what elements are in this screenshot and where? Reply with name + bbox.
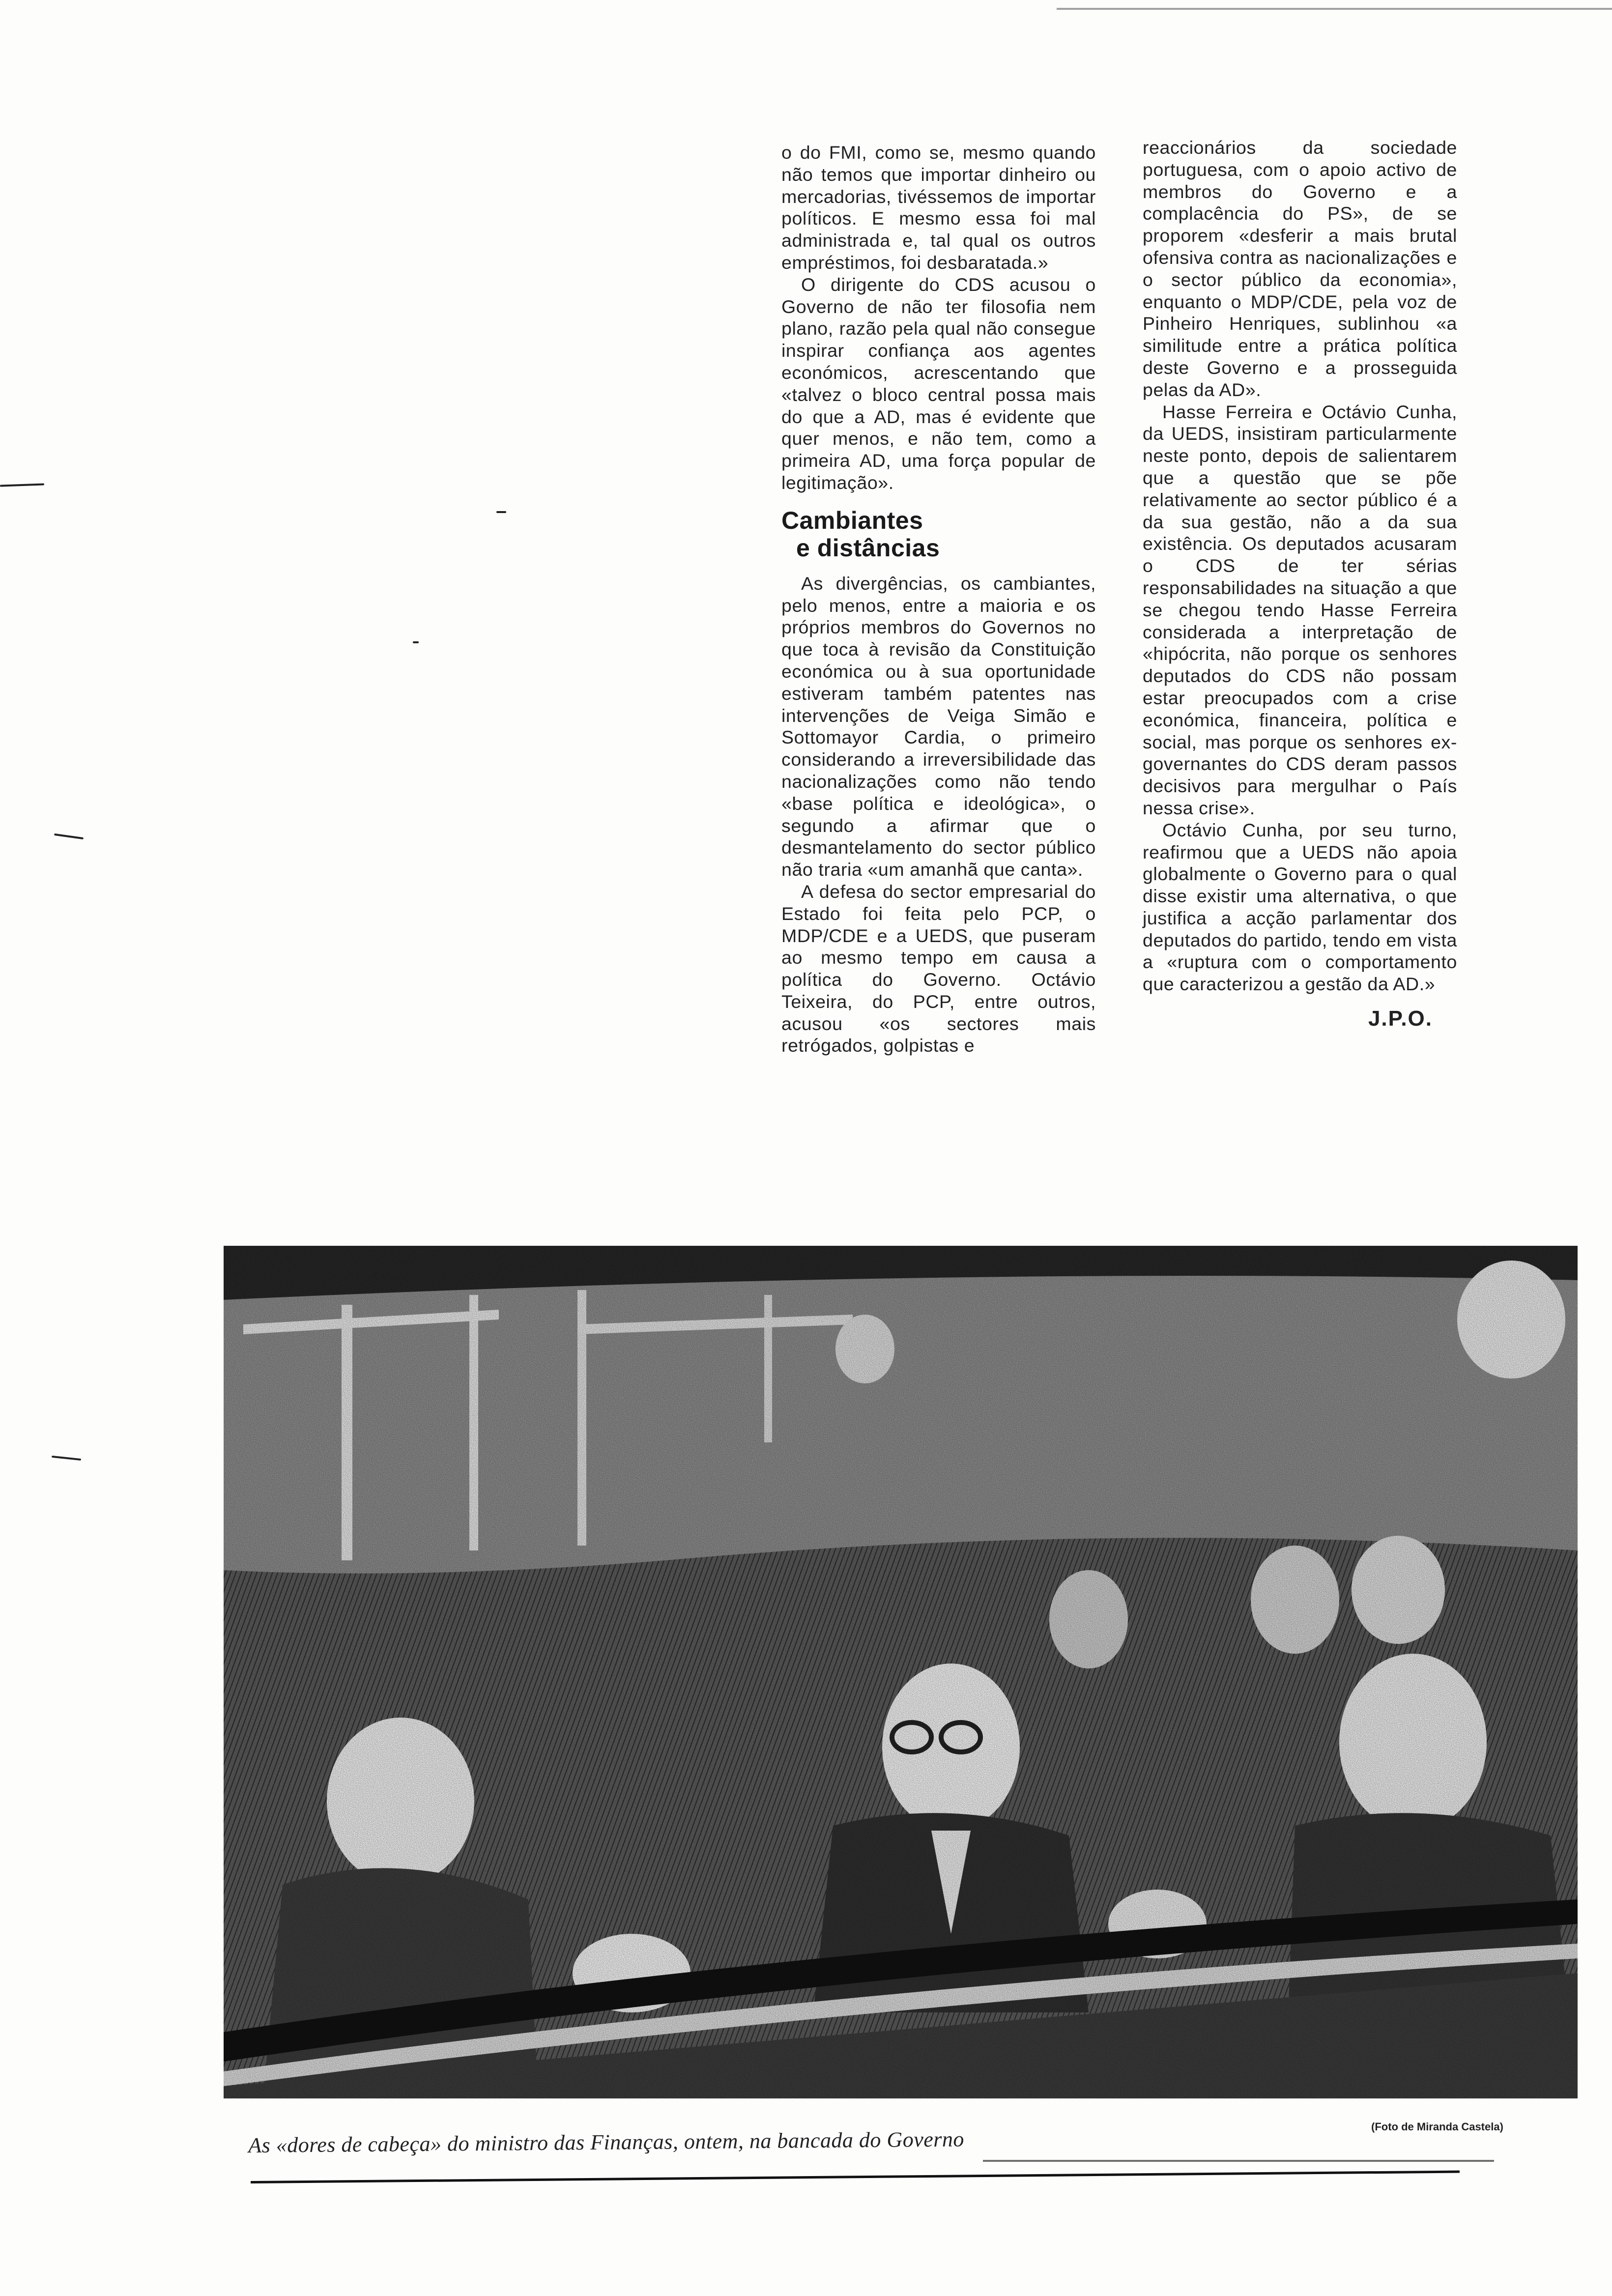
article-paragraph: Hasse Ferreira e Octávio Cunha, da UEDS, insistiram particularmente neste ponto, depois de salientarem que a questão que se põe relativamente ao sector público é a da sua gestão, não a da sua existência. Os deputados acusaram o CDS de ter sérias responsabilidades na situação a que se chegou tendo Hasse Ferreira considerada a interpretação de «hipócrita, não porque os senhores deputados do CDS não possam estar preocupados com a crise económica, financeira, política e social, mas porque os senhores ex-governantes do CDS deram passos decisivos para mergulhar o País nessa crise». [1143, 401, 1457, 818]
article-paragraph: As divergências, os cambiantes, pelo menos, entre a maioria e os próprios membros do Governos no que toca à revisão da Constituição económica ou à sua oportunidade estiveram também patentes nas intervenções de Veiga Simão e Sottomayor Cardia, o primeiro considerando a irreversibilidade das nacionalizações como não tendo «base política e ideológica», o segundo a afirmar que o desmantelamento do sector público não traria «um amanhã que canta». [781, 573, 1096, 880]
scan-artifact-mark [496, 511, 506, 513]
article-column-2 [1143, 137, 1457, 1030]
scan-artifact-mark [0, 483, 44, 487]
author-signature: J.P.O. [1368, 1006, 1433, 1031]
news-photo-graphic [224, 1246, 1578, 2098]
article-column-1 [781, 142, 1096, 1057]
article-paragraph: Octávio Cunha, por seu turno, reafirmou que a UEDS não apoia globalmente o Governo para o qual disse existir uma alternativa, o que justifica a acção parlamentar dos deputados do partido, tendo em vista a «ruptura com o comportamento que caracterizou a gestão da AD.» [1143, 819, 1457, 995]
caption-rule [251, 2171, 1460, 2183]
scan-artifact-line [1057, 8, 1612, 10]
article-paragraph: reaccionários da sociedade portuguesa, com o apoio activo de membros do Governo e a complacência do PS», de se proporem «desferir a mais brutal ofensiva contra as nacionalizações e o sector público da economia», enquanto o MDP/CDE, pela voz de Pinheiro Henriques, sublinhou «a similitude entre a prática política deste Governo e a prosseguida pelas da AD». [1143, 137, 1457, 400]
article-paragraph: o do FMI, como se, mesmo quando não temos que importar dinheiro ou mercadorias, tivéssemos de importar políticos. E mesmo essa foi mal administrada e, tal qual os outros empréstimos, foi desbaratada.» [781, 142, 1096, 273]
article-paragraph: O dirigente do CDS acusou o Governo de não ter filosofia nem plano, razão pela qual não consegue inspirar confiança aos agentes económicos, acrescentando que «talvez o bloco central possa mais do que a AD, mas é evidente que quer menos, e não tem, como a primeira AD, uma força popular de legitimação». [781, 274, 1096, 493]
news-photo [224, 1246, 1578, 2098]
article-subheading [781, 507, 1096, 562]
scan-artifact-mark [54, 833, 84, 839]
scan-artifact-mark [52, 1456, 81, 1461]
article-paragraph: A defesa do sector empresarial do Estado foi feita pelo PCP, o MDP/CDE e a UEDS, que puseram ao mesmo tempo em causa a política do Governo. Octávio Teixeira, do PCP, entre outros, acusou «os sectores mais retrógados, golpistas e [781, 881, 1096, 1056]
subheading-line-2: e distâncias [796, 534, 940, 562]
photo-credit: (Foto de Miranda Castela) [1371, 2121, 1503, 2133]
scan-artifact-mark [413, 641, 419, 643]
subheading-line-1: Cambiantes [781, 506, 923, 534]
photo-caption: As «dores de cabeça» do ministro das Finanças, ontem, na bancada do Governo [248, 2127, 965, 2157]
caption-rule-right [983, 2160, 1494, 2162]
